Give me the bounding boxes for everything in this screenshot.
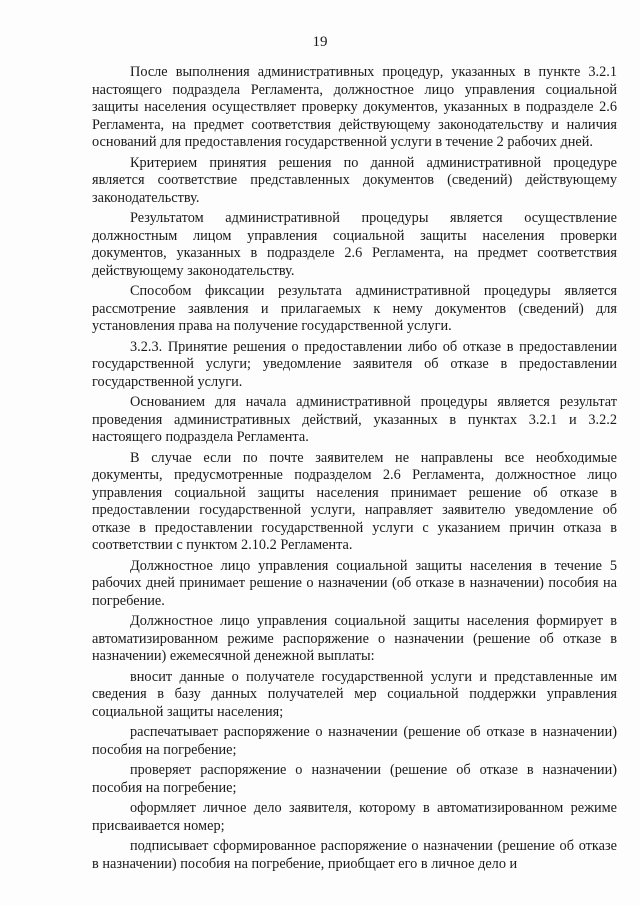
paragraph: Должностное лицо управления социальной защиты населения в течение 5 рабочих дней принимает решение о назначении (об отказе в назначении) пособия на погребение. [92, 557, 617, 609]
paragraph: Способом фиксации результата административной процедуры является рассмотрение заявления и прилагаемых к нему документов (сведений) для установления права на получение государственной услуги. [92, 283, 617, 334]
list-item: вносит данные о получателе государственной услуги и представленные им сведения в базу данных получателей мер социальной поддержки управления социальной защиты населения; [92, 668, 617, 720]
list-item: распечатывает распоряжение о назначении (решение об отказе в назначении) пособия на погребение; [92, 724, 617, 758]
paragraph: После выполнения административных процедур, указанных в пункте 3.2.1 настоящего подраздела Регламента, должностное лицо управления социальной защиты населения осуществляет проверку документов, указанных в подразделе 2.6 Регламента, на предмет соответствия действующему законодательству и наличия оснований для предоставления государственной услуги в течение 2 рабочих дней. [92, 64, 617, 150]
paragraph: Результатом административной процедуры является осуществление должностным лицом управления социальной защиты населения проверки документов, указанных в подразделе 2.6 Регламента, на предмет соответствия действующему законодательству. [92, 210, 617, 279]
list-item: подписывает сформированное распоряжение о назначении (решение об отказе в назначении) пособия на погребение, приобщает его в личное дело и [92, 838, 617, 872]
body-text [92, 64, 617, 876]
list-item: оформляет личное дело заявителя, которому в автоматизированном режиме присваивается номер; [92, 800, 617, 834]
page-number: 19 [312, 34, 328, 50]
paragraph: В случае если по почте заявителем не направлены все необходимые документы, предусмотренные подразделом 2.6 Регламента, должностное лицо управления социальной защиты населения принимает решение об отказе в предоставлении государственной услуги, направляет заявителю уведомление об отказе в предоставлении государственной услуги с указанием причин отказа в соответствии с пунктом 2.10.2 Регламента. [92, 449, 617, 553]
section-heading-paragraph: 3.2.3. Принятие решения о предоставлении либо об отказе в предоставлении государственной услуги; уведомление заявителя об отказе в предоставлении государственной услуги. [92, 338, 617, 390]
paragraph: Критерием принятия решения по данной административной процедуре является соответствие представленных документов (сведений) действующему законодательству. [92, 154, 617, 206]
list-item: проверяет распоряжение о назначении (решение об отказе в назначении) пособия на погребение; [92, 762, 617, 796]
paragraph: Должностное лицо управления социальной защиты населения формирует в автоматизированном режиме распоряжение о назначении (решение об отказе в назначении) ежемесячной денежной выплаты: [92, 613, 617, 664]
paragraph: Основанием для начала административной процедуры является результат проведения административных действий, указанных в пунктах 3.2.1 и 3.2.2 настоящего подраздела Регламента. [92, 394, 617, 445]
